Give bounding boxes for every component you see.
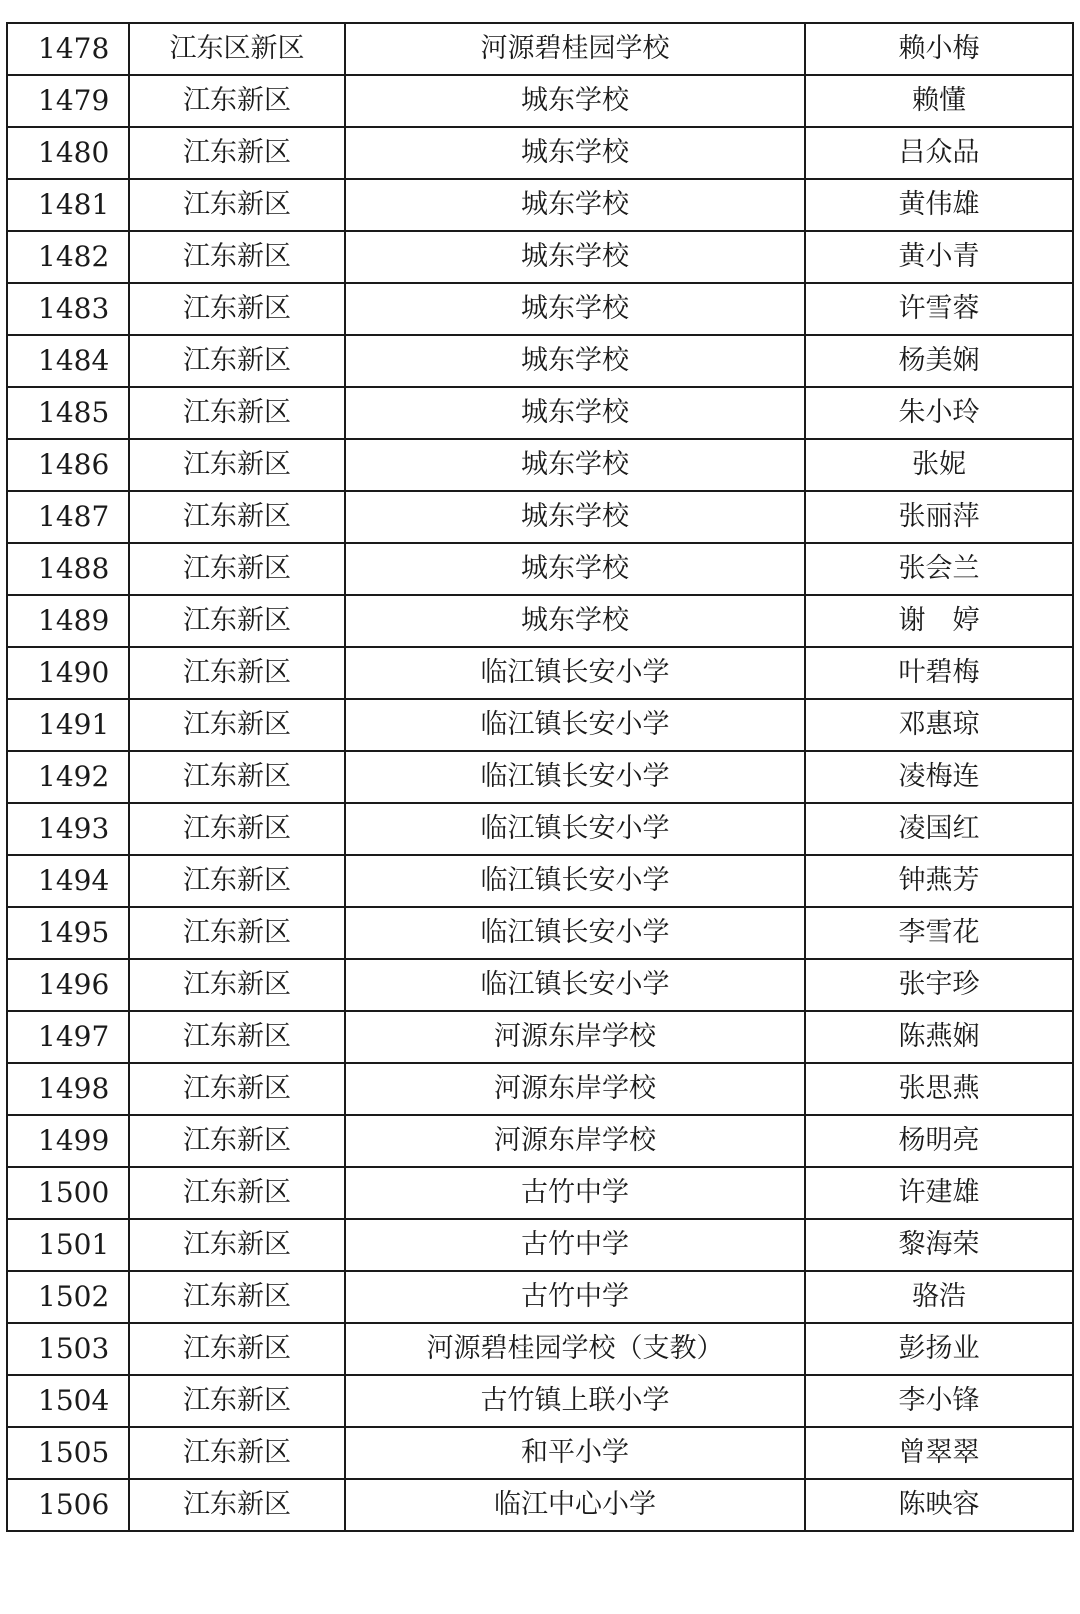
row-number-cell: 1486 bbox=[7, 439, 129, 491]
district-cell: 江东新区 bbox=[129, 1479, 345, 1531]
teacher-name-cell: 许雪蓉 bbox=[805, 283, 1073, 335]
school-cell: 城东学校 bbox=[345, 439, 805, 491]
district-cell: 江东新区 bbox=[129, 1323, 345, 1375]
school-cell: 古竹中学 bbox=[345, 1271, 805, 1323]
teacher-name-cell: 谢 婷 bbox=[805, 595, 1073, 647]
row-number-cell: 1504 bbox=[7, 1375, 129, 1427]
school-cell: 古竹中学 bbox=[345, 1167, 805, 1219]
row-number-cell: 1496 bbox=[7, 959, 129, 1011]
row-number-cell: 1501 bbox=[7, 1219, 129, 1271]
table-row bbox=[7, 855, 1073, 907]
table-row bbox=[7, 439, 1073, 491]
row-number-cell: 1499 bbox=[7, 1115, 129, 1167]
school-cell: 城东学校 bbox=[345, 335, 805, 387]
district-cell: 江东新区 bbox=[129, 491, 345, 543]
row-number-cell: 1484 bbox=[7, 335, 129, 387]
district-cell: 江东新区 bbox=[129, 1115, 345, 1167]
row-number-cell: 1493 bbox=[7, 803, 129, 855]
school-cell: 城东学校 bbox=[345, 127, 805, 179]
district-cell: 江东新区 bbox=[129, 1375, 345, 1427]
district-cell: 江东新区 bbox=[129, 283, 345, 335]
district-cell: 江东新区 bbox=[129, 751, 345, 803]
teacher-name-cell: 张思燕 bbox=[805, 1063, 1073, 1115]
district-cell: 江东新区 bbox=[129, 855, 345, 907]
row-number-cell: 1491 bbox=[7, 699, 129, 751]
roster-table-container bbox=[6, 22, 1072, 1532]
table-row bbox=[7, 647, 1073, 699]
district-cell: 江东新区 bbox=[129, 387, 345, 439]
school-cell: 城东学校 bbox=[345, 595, 805, 647]
row-number-cell: 1494 bbox=[7, 855, 129, 907]
row-number-cell: 1505 bbox=[7, 1427, 129, 1479]
row-number-cell: 1492 bbox=[7, 751, 129, 803]
school-cell: 城东学校 bbox=[345, 231, 805, 283]
school-cell: 临江镇长安小学 bbox=[345, 907, 805, 959]
district-cell: 江东新区 bbox=[129, 543, 345, 595]
school-cell: 河源碧桂园学校（支教） bbox=[345, 1323, 805, 1375]
teacher-name-cell: 黄伟雄 bbox=[805, 179, 1073, 231]
school-cell: 临江中心小学 bbox=[345, 1479, 805, 1531]
school-cell: 临江镇长安小学 bbox=[345, 855, 805, 907]
district-cell: 江东区新区 bbox=[129, 23, 345, 75]
school-cell: 河源东岸学校 bbox=[345, 1115, 805, 1167]
teacher-name-cell: 张会兰 bbox=[805, 543, 1073, 595]
district-cell: 江东新区 bbox=[129, 335, 345, 387]
row-number-cell: 1506 bbox=[7, 1479, 129, 1531]
row-number-cell: 1479 bbox=[7, 75, 129, 127]
district-cell: 江东新区 bbox=[129, 647, 345, 699]
teacher-name-cell: 赖小梅 bbox=[805, 23, 1073, 75]
district-cell: 江东新区 bbox=[129, 231, 345, 283]
table-row bbox=[7, 1167, 1073, 1219]
teacher-name-cell: 邓惠琼 bbox=[805, 699, 1073, 751]
table-row bbox=[7, 335, 1073, 387]
table-row bbox=[7, 1219, 1073, 1271]
table-row bbox=[7, 1271, 1073, 1323]
school-cell: 城东学校 bbox=[345, 387, 805, 439]
school-cell: 河源东岸学校 bbox=[345, 1011, 805, 1063]
row-number-cell: 1497 bbox=[7, 1011, 129, 1063]
school-cell: 古竹中学 bbox=[345, 1219, 805, 1271]
school-cell: 河源碧桂园学校 bbox=[345, 23, 805, 75]
table-row bbox=[7, 1063, 1073, 1115]
district-cell: 江东新区 bbox=[129, 1011, 345, 1063]
district-cell: 江东新区 bbox=[129, 959, 345, 1011]
row-number-cell: 1490 bbox=[7, 647, 129, 699]
teacher-name-cell: 彭扬业 bbox=[805, 1323, 1073, 1375]
teacher-name-cell: 黄小青 bbox=[805, 231, 1073, 283]
table-row bbox=[7, 231, 1073, 283]
school-cell: 临江镇长安小学 bbox=[345, 959, 805, 1011]
teacher-name-cell: 赖懂 bbox=[805, 75, 1073, 127]
row-number-cell: 1500 bbox=[7, 1167, 129, 1219]
row-number-cell: 1487 bbox=[7, 491, 129, 543]
table-row bbox=[7, 283, 1073, 335]
table-row bbox=[7, 1115, 1073, 1167]
table-row bbox=[7, 699, 1073, 751]
school-cell: 临江镇长安小学 bbox=[345, 699, 805, 751]
row-number-cell: 1481 bbox=[7, 179, 129, 231]
table-row bbox=[7, 387, 1073, 439]
district-cell: 江东新区 bbox=[129, 595, 345, 647]
teacher-name-cell: 杨美娴 bbox=[805, 335, 1073, 387]
teacher-name-cell: 张妮 bbox=[805, 439, 1073, 491]
teacher-name-cell: 黎海荣 bbox=[805, 1219, 1073, 1271]
table-row bbox=[7, 23, 1073, 75]
row-number-cell: 1503 bbox=[7, 1323, 129, 1375]
district-cell: 江东新区 bbox=[129, 75, 345, 127]
table-row bbox=[7, 595, 1073, 647]
teacher-name-cell: 曾翠翠 bbox=[805, 1427, 1073, 1479]
table-row bbox=[7, 803, 1073, 855]
school-cell: 城东学校 bbox=[345, 543, 805, 595]
table-row bbox=[7, 1011, 1073, 1063]
row-number-cell: 1489 bbox=[7, 595, 129, 647]
teacher-name-cell: 杨明亮 bbox=[805, 1115, 1073, 1167]
district-cell: 江东新区 bbox=[129, 439, 345, 491]
row-number-cell: 1480 bbox=[7, 127, 129, 179]
school-cell: 城东学校 bbox=[345, 75, 805, 127]
teacher-name-cell: 吕众品 bbox=[805, 127, 1073, 179]
table-row bbox=[7, 75, 1073, 127]
row-number-cell: 1498 bbox=[7, 1063, 129, 1115]
district-cell: 江东新区 bbox=[129, 1271, 345, 1323]
school-cell: 和平小学 bbox=[345, 1427, 805, 1479]
teacher-name-cell: 叶碧梅 bbox=[805, 647, 1073, 699]
teacher-name-cell: 李小锋 bbox=[805, 1375, 1073, 1427]
roster-table bbox=[6, 22, 1074, 1532]
teacher-name-cell: 张丽萍 bbox=[805, 491, 1073, 543]
row-number-cell: 1485 bbox=[7, 387, 129, 439]
teacher-name-cell: 骆浩 bbox=[805, 1271, 1073, 1323]
district-cell: 江东新区 bbox=[129, 1219, 345, 1271]
teacher-name-cell: 张宇珍 bbox=[805, 959, 1073, 1011]
district-cell: 江东新区 bbox=[129, 179, 345, 231]
school-cell: 河源东岸学校 bbox=[345, 1063, 805, 1115]
district-cell: 江东新区 bbox=[129, 1427, 345, 1479]
row-number-cell: 1482 bbox=[7, 231, 129, 283]
district-cell: 江东新区 bbox=[129, 907, 345, 959]
district-cell: 江东新区 bbox=[129, 1167, 345, 1219]
teacher-name-cell: 陈燕娴 bbox=[805, 1011, 1073, 1063]
row-number-cell: 1483 bbox=[7, 283, 129, 335]
school-cell: 城东学校 bbox=[345, 491, 805, 543]
table-row bbox=[7, 543, 1073, 595]
teacher-name-cell: 李雪花 bbox=[805, 907, 1073, 959]
row-number-cell: 1488 bbox=[7, 543, 129, 595]
district-cell: 江东新区 bbox=[129, 127, 345, 179]
school-cell: 临江镇长安小学 bbox=[345, 647, 805, 699]
table-row bbox=[7, 1427, 1073, 1479]
teacher-name-cell: 凌梅连 bbox=[805, 751, 1073, 803]
table-row bbox=[7, 1375, 1073, 1427]
school-cell: 临江镇长安小学 bbox=[345, 751, 805, 803]
teacher-name-cell: 凌国红 bbox=[805, 803, 1073, 855]
table-row bbox=[7, 491, 1073, 543]
table-row bbox=[7, 907, 1073, 959]
roster-table-body bbox=[7, 23, 1073, 1531]
table-row bbox=[7, 1323, 1073, 1375]
district-cell: 江东新区 bbox=[129, 803, 345, 855]
district-cell: 江东新区 bbox=[129, 1063, 345, 1115]
table-row bbox=[7, 751, 1073, 803]
teacher-name-cell: 陈映容 bbox=[805, 1479, 1073, 1531]
teacher-name-cell: 朱小玲 bbox=[805, 387, 1073, 439]
teacher-name-cell: 钟燕芳 bbox=[805, 855, 1073, 907]
table-row bbox=[7, 1479, 1073, 1531]
school-cell: 临江镇长安小学 bbox=[345, 803, 805, 855]
school-cell: 城东学校 bbox=[345, 179, 805, 231]
table-row bbox=[7, 127, 1073, 179]
row-number-cell: 1478 bbox=[7, 23, 129, 75]
teacher-name-cell: 许建雄 bbox=[805, 1167, 1073, 1219]
district-cell: 江东新区 bbox=[129, 699, 345, 751]
table-row bbox=[7, 959, 1073, 1011]
row-number-cell: 1495 bbox=[7, 907, 129, 959]
school-cell: 城东学校 bbox=[345, 283, 805, 335]
school-cell: 古竹镇上联小学 bbox=[345, 1375, 805, 1427]
table-row bbox=[7, 179, 1073, 231]
row-number-cell: 1502 bbox=[7, 1271, 129, 1323]
